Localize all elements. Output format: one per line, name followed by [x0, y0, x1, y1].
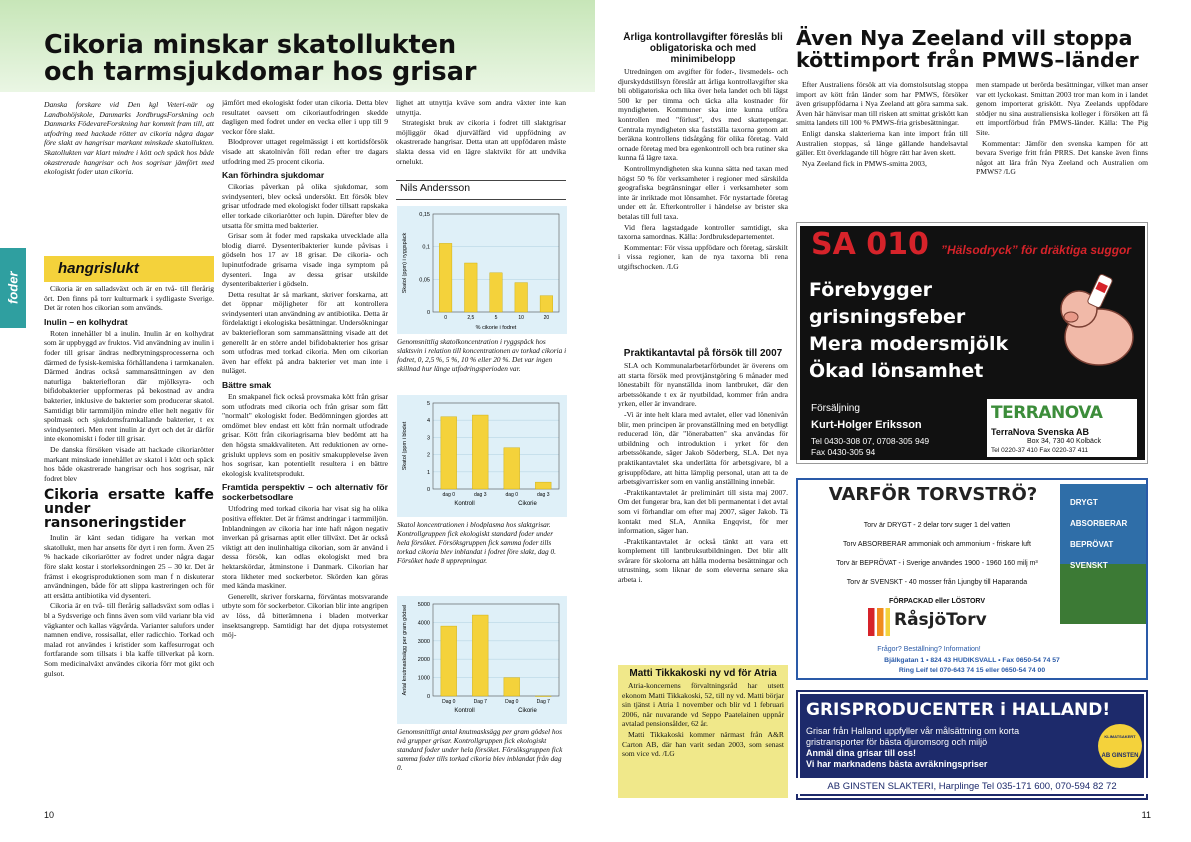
- article-title: [44, 32, 477, 86]
- company-tel: Tel 0220-37 410 Fax 0220-37 411: [991, 447, 1089, 454]
- paragraph: SLA och Kommunalarbetarförbundet är överens om att starta försök med provtjänstgöring 6 månader med lönestabilt för nyanställda inom lantbruket, där den arbetssökande t ex är nyutbildad, kommer från andra yrken, eller är invandrare.: [618, 361, 788, 409]
- title-line-1: Även Nya Zeeland vill stoppa: [796, 26, 1133, 50]
- ad-photo-panel: [1060, 484, 1146, 624]
- group-label: Kontroll: [454, 501, 475, 507]
- paragraph: Nya Zeeland fick in PMWS-smitta 2003,: [802, 158, 927, 168]
- ad-headline: SA 010: [811, 227, 929, 262]
- subheading-inulin: Inulin – en kolhydrat: [44, 316, 128, 327]
- subheading-smak: Bättre smak: [222, 380, 272, 391]
- y-tick-label: 0,15: [419, 212, 430, 218]
- y-tick-label: 0,1: [422, 244, 430, 251]
- byline: Nils Andersson: [400, 182, 471, 194]
- paragraph: Cikoria är en två- till flerårig salladsväxt som odlas i bl a Sydsverige och finns även som vild varianr bla vid vägkanter och kallas vägvårda. Varianter salufors under namnen endive, rossisallat, eller radicchio. Torkad och malad rot användes i kristider som kaffesurrogat och fortfarande som tillsats i bla kaffe tillverkat på korn. Som medicinalväxt användes cikoria förr mot gikt och gulsot.: [44, 601, 214, 678]
- bar: [472, 415, 488, 489]
- paragraph: De danska försöken visade att hackade cikoriarötter markant minskade innehållet av skatol i kött och späck hos både okastrerade hangrisar och hos sogrisar, när fodret blev: [44, 444, 214, 483]
- y-tick-label: 2000: [417, 657, 430, 664]
- praktik-heading: Praktikantavtal på försök till 2007: [623, 348, 783, 359]
- bar: [490, 273, 503, 312]
- x-tick-label: dag 0: [505, 492, 519, 498]
- divider: [396, 180, 566, 181]
- group-label: Cikorie: [518, 501, 537, 507]
- rasjotorv-ad: [796, 478, 1148, 680]
- y-tick-label: 3: [426, 435, 430, 442]
- paragraph: Kontrollmyndigheten ska kunna sätta ned taxan med högst 50 % för verksamheter i regioner med särskilda geografiska begränsningar eller i verksamheter som inte är inriktade mot lönsamhet. För nystartade företag under ett år. Efterkontroller i händelse av brister ska betalas till full taxa.: [618, 163, 788, 221]
- y-tick-label: 0,05: [419, 277, 430, 284]
- paragraph: Grisar som åt foder med rapskaka utvecklade alla blodig diarré. Dysenteribakterier kunde påvisas i gödseln hos 17 av 18 grisar. De cikoria- och lupinutfodrade grisarna visade inga symptom på dysenteri. Inga av dessa grisar utskilde dysenteribakterier i gödseln.: [222, 231, 388, 289]
- ad-line: Grisar från Halland uppfyller vår målsättning om korta: [806, 726, 1020, 736]
- paragraph: Cikoria är en salladsväxt och är en två- till flerårig ört. Den finns på torr kulturmark i sydligaste Sverige. Det är roten hos cikorian som används.: [44, 284, 214, 313]
- paragraph: Blodprover uttaget regelmässigt i ett kortidsförsök visade att skatolnivån föll redan efter tre dagars utfodring med 25 procent cikoria.: [222, 137, 388, 166]
- y-tick-label: 5000: [417, 602, 430, 608]
- ad-contact-tel: Tel 0430-308 07, 0708-305 949: [811, 436, 930, 446]
- ad-tagline: ”Hälsodryck” för dräktiga suggor: [941, 243, 1132, 257]
- benefit: Ökad lönsamhet: [809, 360, 984, 382]
- group-label: Kontroll: [454, 708, 475, 714]
- ad-contact-fax: Fax 0430-305 94: [811, 447, 876, 457]
- chart-2-caption: Skatol koncentrationen i blodplasma hos slaktgrisar. Kontrollgruppen fick ekologiskt standard foder under hela försöket. Försöksgruppen fick samma foder tills torkad cikoria blev inblandat i fodret före slakt, dag 0. Försöket hade 8 upprepningar.: [397, 520, 556, 565]
- sa010-ad: [796, 222, 1148, 464]
- reason: FÖRPACKAD eller LÖSTORV: [888, 598, 986, 605]
- chart-2: [397, 395, 567, 517]
- nz-title: [796, 28, 1139, 71]
- atria-article: [622, 668, 784, 796]
- x-tick-label: 2,5: [467, 315, 475, 321]
- paragraph: Vid flera lagstadgade kontroller samtidigt, ska taxorna samordnas. Källa: Jordbruksdepartementet.: [618, 222, 788, 242]
- company-name: TerraNova Svenska AB: [991, 427, 1090, 437]
- paragraph: Cikorias påverkan på olika sjukdomar, som svindysenteri, blev också undersökt. Ett försök blev grisar utfodrade med ekologiskt foder tillsatt rapskaka eller torkade cikoriarötter och lupin. Därefter blev de utsatta för smitta med bakterier.: [222, 182, 388, 230]
- paragraph: Enligt danska slakterierna kan inte import från till Australien stoppas, så länge gällande handelsavtal gäller. Ett överklagande till högre rätt har även skett.: [796, 128, 968, 158]
- x-tick-label: Dag 7: [473, 699, 487, 705]
- rasjo-logo: RåsjöTorv: [894, 610, 987, 630]
- column-2: [222, 98, 388, 810]
- ad-headline: GRISPRODUCENTER i HALLAND!: [806, 700, 1111, 720]
- badge-text: AB GINSTEN: [1101, 752, 1139, 759]
- ad-reasons: [806, 516, 1068, 611]
- page-number: 11: [1141, 810, 1151, 820]
- y-axis-label: Antal knutmasksägg per gram gödsel: [402, 604, 408, 696]
- ad-question: Frågor? Beställning? Information!: [877, 646, 981, 653]
- badge-top-text: KLIMATSAKERT: [1104, 733, 1136, 739]
- paragraph: Strategiskt bruk av cikoria i fodret till slaktgrisar möjliggör ökad djurvälfärd vid uppfödning av okastrerade hangrisar. Detta utan att uppfödaren måste slakta dessa vid en lägre slaktvikt för att undvika ornelukt.: [396, 118, 566, 166]
- divider: [396, 199, 566, 200]
- paragraph: -Praktikantavtalet är också tänkt att vara ett komplement till lantbruksutbildningen. Det blir allt svårare för skolorna att hålla moderna besättningar och utrustning, som liknar de som eleverna senare ska arbeta i.: [618, 536, 788, 585]
- ginsten-badge: [1098, 724, 1142, 768]
- reason: Torv är DRYGT - 2 delar torv suger 1 del vatten: [863, 522, 1011, 529]
- paragraph: Utredningen om avgifter för foder-, livsmedels- och djurskyddstillsyn föreslår att årliga kontrollavgifter ska bli obligatoriska och lika över hela landet och bli lägst 500 kr per timma och täcka alla kostnader för myndigheten. Kommuner ska inte kunna utföra kontrollen med "förlust", dvs med skattepengar. Centrala myndigheten ska fastställa taxorna genom att beräkna kontrollens tidsåtgång för olika företag. Vald ornade företag med bra egenkontroll och bra rutiner ska kunna få lägre taxa.: [618, 67, 788, 163]
- ad-contact-name: Kurt-Holger Eriksson: [811, 419, 922, 431]
- pig-illustration: [1049, 267, 1139, 377]
- bar: [504, 678, 520, 696]
- paragraph: Inulin är känt sedan tidigare ha verkan mot skatollukt, men har ansetts för dyrt i ren form. Även 25 % hackade cikoriarötter av fodret under några dagar före slakt kostar i storleksordningen 25 – 30 kr. Det är främst i ekogrisproduktionen som man f n diskuterar användningen, både för att slippa kastreringen och för att ersätta antibiotika vid dysenteri.: [44, 533, 214, 600]
- nz-column-1: [796, 80, 968, 215]
- chart-2-panel: [397, 395, 567, 517]
- x-tick-label: 10: [518, 315, 524, 321]
- atria-box: [618, 665, 788, 798]
- title-line-2: köttimport från PMWS–länder: [796, 47, 1139, 72]
- ad-address: Bjälkgatan 1 • 824 43 HUDIKSVALL • Fax 0650-54 74 57: [884, 657, 1060, 664]
- x-tick-label: Dag 7: [536, 699, 550, 705]
- ginsten-ad: [796, 690, 1148, 800]
- ad-sales-label: Försäljning: [811, 403, 860, 414]
- subheading-framtida: Framtida perspektiv – och alternativ för sockerbetsodlare: [222, 482, 388, 503]
- bar: [439, 243, 452, 312]
- paragraph: jämfört med ekologiskt foder utan cikoria. Detta blev resultatet oavsett om cikoriautfodringen skedde dagligen med fodret under en vecka eller i upp till 9 veckor före slakt.: [222, 98, 388, 136]
- bullet: BEPRÖVAT: [1070, 540, 1114, 549]
- y-tick-label: 0: [426, 487, 430, 493]
- benefit: grisningsfeber: [809, 306, 966, 328]
- paragraph: Kommentar: För vissa uppfödare och företag, särskilt i vissa regioner, kan de nya taxorna bli rena utgiftschocken. /LG: [618, 242, 788, 271]
- bar: [465, 263, 478, 312]
- ad-line: Vi har marknadens bästa avräkningspriser: [806, 759, 988, 769]
- title-line-2: och tarmsjukdomar hos grisar: [44, 56, 477, 87]
- paragraph: Generellt, skriver forskarna, förväntas motsvarande utbyte som för sockerbetor. Cikorian blir inte angripen av löss, då bitterämnena i bladen motverkar insektsangrepp. Samtidigt har det djupa rotsystemet möj-: [222, 591, 388, 640]
- y-tick-label: 0: [426, 694, 430, 700]
- chart-3: [397, 596, 567, 724]
- subheading-kaffe: Cikoria ersatte kaffe under ransoneringstider: [44, 487, 214, 532]
- company-address: Box 34, 730 40 Kolbäck: [1027, 438, 1101, 445]
- rasjo-logo-icon: [868, 608, 890, 636]
- x-tick-label: 20: [543, 315, 550, 321]
- nz-column-2: [976, 80, 1148, 215]
- y-axis-label: Skatol (ppm) i ryggspäck: [402, 232, 408, 294]
- x-axis-label: % cikorie i fodret: [475, 325, 517, 331]
- bullet: ABSORBERAR: [1070, 519, 1128, 528]
- kontroll-heading: Årliga kontrollavgifter föreslås bli obligatoriska och med minimibelopp: [623, 32, 783, 65]
- page-number: 10: [44, 810, 55, 820]
- bar: [441, 417, 457, 489]
- y-tick-label: 1: [426, 469, 430, 476]
- hangrislukt-box: hangrislukt: [44, 256, 214, 282]
- bar: [441, 626, 457, 696]
- kontroll-article: [618, 32, 788, 332]
- column-1: [44, 100, 214, 810]
- ad-benefits: [809, 277, 1008, 385]
- x-tick-label: 0: [444, 315, 447, 321]
- ad-bullets: [1070, 492, 1127, 576]
- section-tab: foder: [0, 248, 26, 328]
- paragraph: Detta resultat är så markant, skriver forskarna, att det öppnar möjligheter för att kontrollera svindysenteri utan användning av antibiotika. Detta är fördelaktigt i ekologiska besättningar. Undersökningar av bakteriefloran som sammansättning visade att det generellt är en större andel bifidobakterier hos grisar som utfodras med torkad cikoria. Men om cikorian även har effekt på andra bakterier vet man inte i nuläget.: [222, 289, 388, 376]
- title-line-1: Cikoria minskar skatollukten: [44, 30, 457, 60]
- x-tick-label: Dag 0: [505, 699, 519, 705]
- paragraph: -Praktikantavtalet är preliminärt till sista maj 2007. Om det fungerar bra, kan det bli permanentat i det avtal som vi förhandlar om efter maj 2007, säger Jakob. Tä kontakt med SLA, Annika Engqvist, för mer information, säger han.: [618, 487, 788, 536]
- paragraph: Utfodring med torkad cikoria har visat sig ha olika positiva effekter. Det är främst andringar i tarmmiljön. Inblandningen av cikoria har inte haft någon negativ inverkan på grisarnas aptit eller tillväxt. Det är också viktigt att den inulinhaltiga cikorian, som är använd i dessa försök, kan odlas ekologiskt med bra hektarskördar, åtminstone i Danmark. Cikorian har stora likheter med sockerbetor. Skörden kan göras med kända maskiner.: [222, 504, 388, 591]
- x-tick-label: dag 3: [473, 492, 487, 498]
- chart-3-caption: Genomsnittligt antal knutmasksägg per gram gödsel hos två grupper grisar. Kontrollgruppen fick ekologiskt standard foder under hela försöket. Försöksgruppen fick samma foder tills torkad cikoria blev inblandat från dag 0.: [397, 727, 563, 772]
- chart-1: [397, 206, 567, 334]
- left-page: [0, 0, 595, 842]
- y-tick-label: 5: [426, 401, 430, 407]
- praktik-article: [618, 344, 788, 662]
- chart-1-panel: [397, 206, 567, 334]
- chart-1-caption: Genomsnittlig skatolkoncentration i ryggspäck hos slaktsvin i relation till koncentrationen av torkad cikoria i fodret, 0, 2,5 %, 5 %, 10 % eller 20 %. Det var ingen skillnad hur länge utfodringsperioden var.: [397, 337, 567, 373]
- intro-text: Danska forskare vid Den kgl Veteri-när og Landbohöjskole, Danmarks JordbrugsForskning och Danmarks FödevareForskning har kommit fram till, att utfodring med hackade rötter av cikoria några dagar före slakt av hangrisar markant minskade skatollukten. Skatollukten var klart mindre i kött och späck hos både okastrerade hangrisar och hos sogrisar jämfört med ekologiskt foder utan cikoria.: [44, 100, 214, 177]
- paragraph: Roten innehåller bl a inulin. Inulin är en kolhydrat som är uppbyggd av fruktos. Vid användning av inulin i foder till grisar ändras nedbrytningsprocesserna och därmed de fysisk-kemiska förhållandena i tarmkanalen. Därmed ändras också sammansättningen av den naturliga bakteriefloran där mjölksyra- och bifidobakterier uppformeras på bekostnad av andra bakterier, inklusive de bakterier som producerar skatol. Samtidigt blir tarmmiljön mindre eller helt negativ för spolmask och sjukdomsframkallande bakterier, t ex svindysenteri. Men rent inulin är dyrt och det är därför inte ekonomiskt i foder till grisar.: [44, 328, 214, 444]
- column-3: [396, 98, 566, 176]
- paragraph: Atria-koncernens förvaltningsråd har utsett ekonom Matti Tikkakoski, 52, till ny vd. Matti börjar sin tjänst i Atria 1 november och blir vd 1 februari 2006, när nuvarande vd Seppo Paatelainen uppnår avtalad pensionsålder, 62 år.: [622, 681, 784, 729]
- bar: [515, 283, 528, 312]
- atria-heading: Matti Tikkakoski ny vd för Atria: [629, 668, 777, 679]
- bar: [535, 482, 551, 489]
- terranova-logo: TERRANOVA: [991, 403, 1103, 423]
- terranova-block: [987, 399, 1137, 457]
- ad-headline: VARFÖR TORVSTRÖ?: [828, 484, 1038, 505]
- bar: [472, 615, 488, 696]
- x-tick-label: dag 0: [442, 492, 456, 498]
- x-tick-label: dag 3: [536, 492, 550, 498]
- y-tick-label: 1000: [417, 675, 430, 682]
- y-tick-label: 2: [426, 452, 430, 459]
- bullet: DRYGT: [1070, 498, 1098, 507]
- bar: [504, 448, 520, 489]
- x-tick-label: 5: [494, 315, 498, 321]
- y-tick-label: 0: [426, 310, 430, 316]
- ad-line: Anmäl dina grisar till oss!: [806, 748, 917, 758]
- y-axis-label: Skatol (ppm i blodet: [402, 421, 408, 471]
- y-tick-label: 4: [426, 418, 430, 425]
- chart-3-panel: [397, 596, 567, 724]
- reason: Torv är SVENSKT - 40 mosser från Ljungby till Haparanda: [846, 579, 1028, 586]
- paragraph: Efter Australiens försök att via domstolsutslag stoppa import av kött från länder som har PMWS, försöker även grisuppfödarna i Nya Zeeland att göra samma sak. Även här hänvisar man till risken att smittat griskött kan smitta landets till 100 % PMWS-fria grisbesättningar.: [796, 80, 968, 128]
- paragraph: Matti Tikkakoski kommer närmast från A&R Carton AB, där han varit sedan 2003, som senast som vice vd. /LG: [622, 729, 784, 759]
- y-tick-label: 3000: [417, 638, 430, 645]
- bullet: SVENSKT: [1070, 561, 1108, 570]
- ad-copy: [806, 726, 1019, 770]
- paragraph: lighet att utnyttja kväve som andra växter inte kan utnyttja.: [396, 98, 566, 117]
- benefit: Mera modersmjölk: [809, 333, 1009, 355]
- x-tick-label: Dag 0: [442, 699, 456, 705]
- paragraph: En smakpanel fick också provsmaka kött från grisar som utfodrats med cikoria och från grisar som fått "normalt" ekologiskt foder. Bedömningen gjordes att omdömet blev endast ett kött från normalt utfodrade grisar. Kött från cikoriagrisarna blev bedömt att ha den högsta smakkvaliteten. Att reduktionen av orne- grislukt upplevs som en positiv smakupplevelse även hos sogrisar, kan potentiellt resultera i en bättre ekologisk kvalitetsprodukt.: [222, 392, 388, 478]
- y-tick-label: 4000: [417, 620, 430, 627]
- ad-footer: AB GINSTEN SLAKTERI, Harplinge Tel 035-171 600, 070-594 82 72: [827, 781, 1117, 792]
- paragraph: men stampade ut berörda besättningar, vilket man anser var ett lyckokast. Smittan 2003 tror man kom in i landet genom importerat griskött. Nya Zeelands uppfödare stödjer nu sina australiensiska kolleger i försöken att få ett importförbud från PMWS-länder. Källa: The Pig Site.: [976, 80, 1148, 137]
- ad-line: gristransporter för bästa djuromsorg och miljö: [806, 737, 988, 747]
- benefit: Förebygger: [809, 279, 932, 301]
- subheading-sjukdomar: Kan förhindra sjukdomar: [222, 170, 325, 181]
- right-page: [596, 0, 1191, 842]
- bar: [535, 696, 551, 697]
- ad-phone: Ring Leif tel 070-643 74 15 eller 0650-54 74 00: [898, 667, 1046, 674]
- paragraph: Kommentar: Jämför den svenska kampen för att bevara Sverige fritt från PRRS. Det kanske även finns något att lära från Nya Zeeland och Australien om PMWS? /LG: [976, 138, 1148, 177]
- reason: Torv är BEPRÖVAT - i Sverige användes 1900 - 1960 160 milj m³: [836, 560, 1038, 567]
- reason: Torv ABSORBERAR ammoniak och ammonium - friskare luft: [843, 541, 1031, 548]
- group-label: Cikorie: [518, 708, 537, 714]
- bar: [540, 296, 553, 312]
- paragraph: -Vi är inte helt klara med avtalet, eller vad lönenivån blir, men principen är provanställning med en betydligt reducerad lön, där "lönerabatten" ska användas för utbildning och introduktion i yrket för den arbetssökande, säger Jakob Söderberg, SLA. Det nya praktikantavtalet ska underlätta för arbetsgivare, bl a grisuppfödare, att hitta lämplig personal, utan att ta de arbetsgivarrisker som en vanlig anställning innebär.: [618, 409, 788, 487]
